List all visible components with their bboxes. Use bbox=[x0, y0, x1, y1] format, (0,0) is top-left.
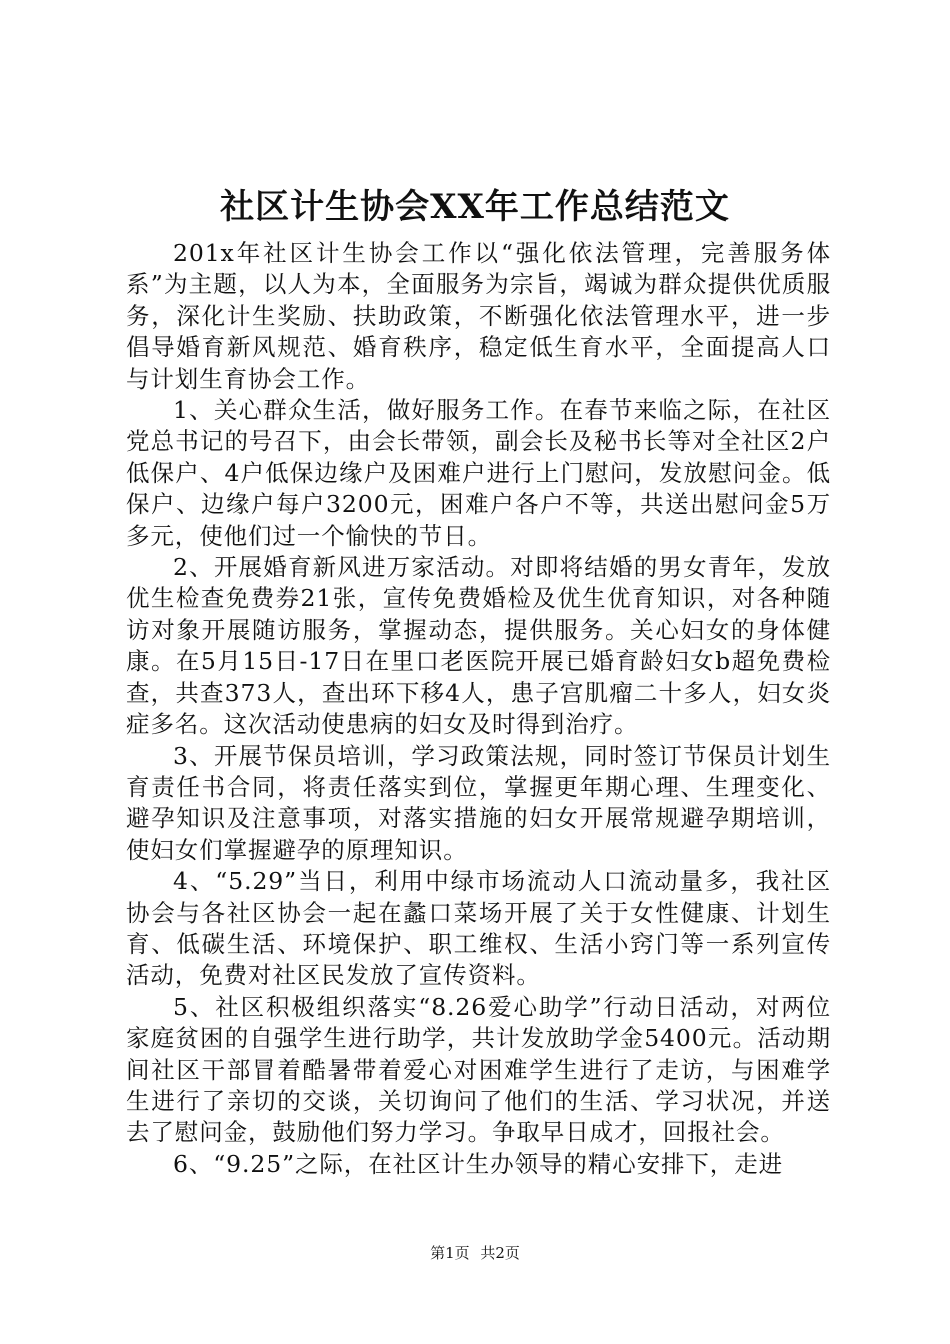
document-body bbox=[126, 238, 831, 1180]
paragraph-item-5: 5、社区积极组织落实“8.26爱心助学”行动日活动，对两位家庭贫困的自强学生进行助学，共计发放助学金5400元。活动期间社区干部冒着酷暑带着爱心对困难学生进行了走访，与困难学生进行了亲切的交谈，关切询问了他们的生活、学习状况，并送去了慰问金，鼓励他们努力学习。争取早日成才，回报社会。 bbox=[126, 992, 831, 1147]
page-number: 第1页 bbox=[430, 1244, 470, 1262]
page-footer bbox=[0, 1243, 950, 1263]
paragraph-item-4: 4、“5.29”当日，利用中绿市场流动人口流动量多，我社区协会与各社区协会一起在蠡口菜场开展了关于女性健康、计划生育、低碳生活、环境保护、职工维权、生活小窍门等一系列宣传活动，免费对社区民发放了宣传资料。 bbox=[126, 867, 831, 990]
paragraph-item-6: 6、“9.25”之际，在社区计生办领导的精心安排下，走进 bbox=[173, 1149, 784, 1178]
paragraph-item-1: 1、关心群众生活，做好服务工作。在春节来临之际，在社区党总书记的号召下，由会长带领，副会长及秘书长等对全社区2户低保户、4户低保边缘户及困难户进行上门慰问，发放慰问金。低保户、边缘户每户3200元，困难户各户不等，共送出慰问金5万多元，使他们过一个愉快的节日。 bbox=[126, 396, 831, 550]
paragraph-item-2: 2、开展婚育新风进万家活动。对即将结婚的男女青年，发放优生检查免费券21张，宣传免费婚检及优生优育知识，对各种随访对象开展随访服务，掌握动态，提供服务。关心妇女的身体健康。在5月15日-17日在里口老医院开展已婚育龄妇女b超免费检查，共查373人，查出环下移4人，患子宫肌瘤二十多人，妇女炎症多名。这次活动使患病的妇女及时得到治疗。 bbox=[126, 553, 831, 739]
paragraph-intro: 201x年社区计生协会工作以“强化依法管理，完善服务体系”为主题，以人为本，全面服务为宗旨，竭诚为群众提供优质服务，深化计生奖励、扶助政策，不断强化依法管理水平，进一步倡导婚育新风规范、婚育秩序，稳定低生育水平，全面提高人口与计划生育协会工作。 bbox=[126, 239, 831, 393]
document-title: 社区计生协会XX年工作总结范文 bbox=[220, 187, 730, 227]
paragraph-item-3: 3、开展节保员培训，学习政策法规，同时签订节保员计划生育责任书合同，将责任落实到位，掌握更年期心理、生理变化、避孕知识及注意事项，对落实措施的妇女开展常规避孕期培训，使妇女们掌握避孕的原理知识。 bbox=[126, 741, 831, 864]
page-total: 共2页 bbox=[480, 1244, 520, 1262]
